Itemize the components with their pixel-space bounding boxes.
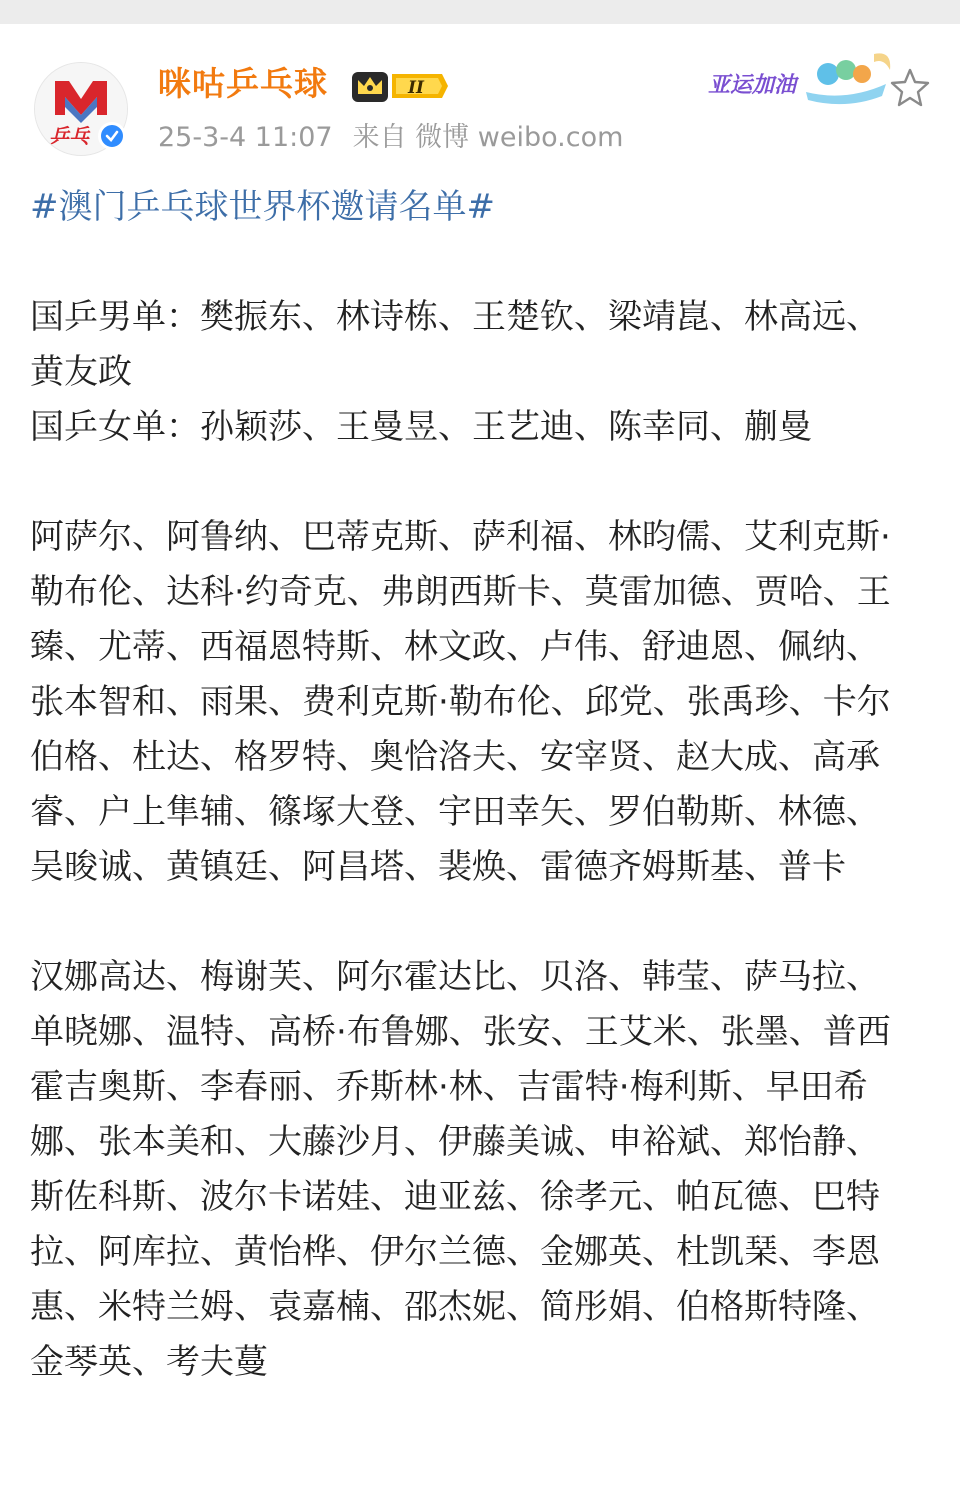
men-invitees-paragraph: 阿萨尔、阿鲁纳、巴蒂克斯、萨利福、林昀儒、艾利克斯·勒布伦、达科·约奇克、弗朗西斯卡、莫雷加德、贾哈、王臻、尤蒂、西福恩特斯、林文政、卢伟、舒迪恩、佩纳、张本智和、雨果、费利克斯·勒布伦、邱党、张禹珍、卡尔伯格、杜达、格罗特、奥恰洛夫、安宰贤、赵大成、高承睿、户上隼辅、篠塚大登、宇田幸矢、罗伯勒斯、林德、吴晙诚、黄镇廷、阿昌塔、裴焕、雷德齐姆斯基、普卡 bbox=[30, 517, 891, 887]
post-timestamp: 25-3-4 11:07 bbox=[158, 122, 333, 153]
top-status-strip bbox=[0, 0, 960, 24]
paragraph-gap bbox=[30, 455, 910, 510]
avatar-text: 乒乓 bbox=[49, 124, 89, 148]
post-body bbox=[30, 180, 910, 1390]
paragraph-gap bbox=[30, 895, 910, 950]
men-singles-line: 国乒男单：樊振东、林诗栋、王楚钦、梁靖崑、林高远、黄友政 bbox=[30, 297, 880, 392]
vip-crown-icon[interactable] bbox=[352, 68, 448, 104]
asian-games-badge-icon[interactable] bbox=[706, 44, 896, 108]
post-source[interactable]: 来自 微博 weibo.com bbox=[352, 122, 624, 153]
weibo-post bbox=[0, 24, 960, 1508]
star-icon[interactable] bbox=[888, 66, 932, 110]
topic-hashtag-link[interactable]: #澳门乒乓球世界杯邀请名单# bbox=[30, 187, 495, 227]
women-invitees-paragraph: 汉娜高达、梅谢芙、阿尔霍达比、贝洛、韩莹、萨马拉、单晓娜、温特、高桥·布鲁娜、张安、王艾米、张墨、普西霍吉奥斯、李春丽、乔斯林·林、吉雷特·梅利斯、早田希娜、张本美和、大藤沙月、伊藤美诚、申裕斌、郑怡静、斯佐科斯、波尔卡诺娃、迪亚兹、徐孝元、帕瓦德、巴特拉、阿库拉、黄怡桦、伊尔兰德、金娜英、杜凯琹、李恩惠、米特兰姆、袁嘉楠、邵杰妮、简彤娟、伯格斯特隆、金琴英、考夫蔓 bbox=[30, 957, 891, 1382]
post-meta bbox=[158, 120, 643, 156]
vip-level: II bbox=[408, 78, 424, 98]
account-name[interactable]: 咪咕乒乓球 bbox=[158, 64, 328, 103]
verified-icon bbox=[98, 122, 126, 150]
asian-games-badge-text: 亚运加油 bbox=[708, 73, 797, 98]
women-singles-line: 国乒女单：孙颖莎、王曼昱、王艺迪、陈幸同、蒯曼 bbox=[30, 407, 812, 447]
